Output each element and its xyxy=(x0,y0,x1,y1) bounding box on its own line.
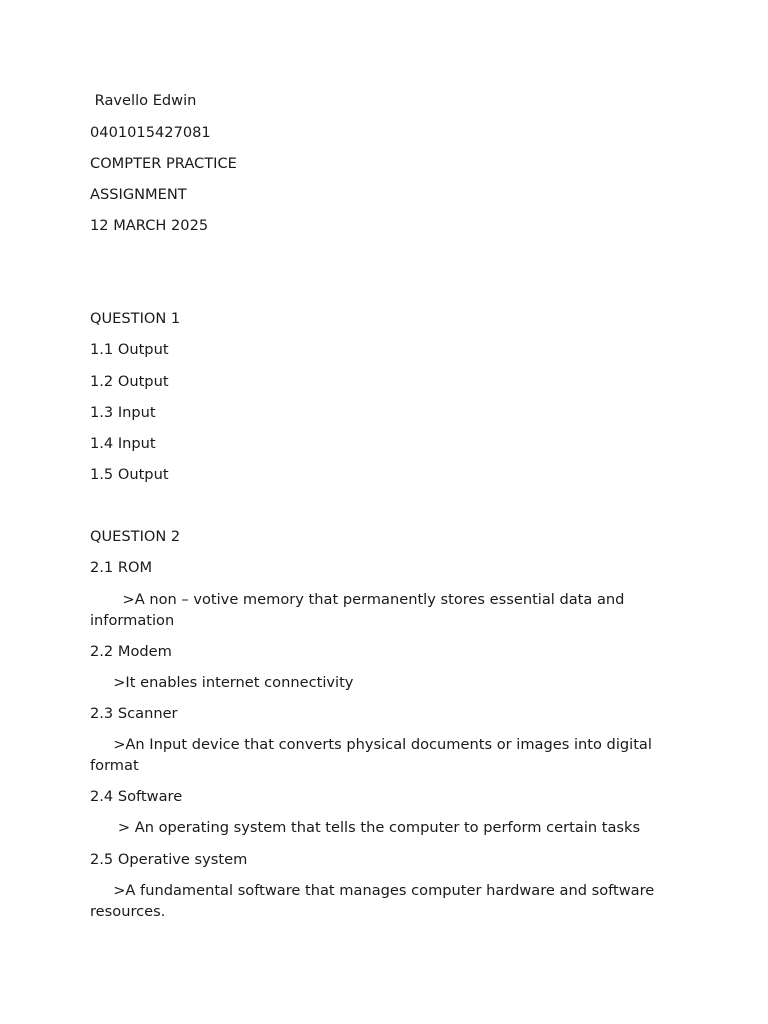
question-1-item: 1.2 Output xyxy=(90,373,169,390)
student-name: Ravello Edwin xyxy=(90,92,197,109)
question-2-answer: >It enables internet connectivity xyxy=(90,674,354,691)
question-1-item: 1.4 Input xyxy=(90,435,156,452)
question-2-answer: > An operating system that tells the computer to perform certain tasks xyxy=(90,819,641,836)
question-2-heading: QUESTION 2 xyxy=(90,528,181,545)
question-2-term: 2.4 Software xyxy=(90,788,183,805)
question-1-item: 1.1 Output xyxy=(90,341,169,358)
document-type: ASSIGNMENT xyxy=(90,186,187,203)
question-1-heading: QUESTION 1 xyxy=(90,310,181,327)
question-1-item: 1.5 Output xyxy=(90,466,169,483)
question-2-answer: >An Input device that converts physical documents or images into digital format xyxy=(90,736,657,774)
subject-title: COMPTER PRACTICE xyxy=(90,155,237,172)
document-date: 12 MARCH 2025 xyxy=(90,217,209,234)
question-2-answer: >A non – votive memory that permanently stores essential data and information xyxy=(90,591,630,629)
question-2-term: 2.1 ROM xyxy=(90,559,153,576)
student-number: 0401015427081 xyxy=(90,124,211,141)
question-2-term: 2.2 Modem xyxy=(90,643,172,660)
question-2-answer: >A fundamental software that manages computer hardware and software resources. xyxy=(90,882,659,920)
question-2-term: 2.5 Operative system xyxy=(90,851,248,868)
question-1-item: 1.3 Input xyxy=(90,404,156,421)
question-2-term: 2.3 Scanner xyxy=(90,705,178,722)
